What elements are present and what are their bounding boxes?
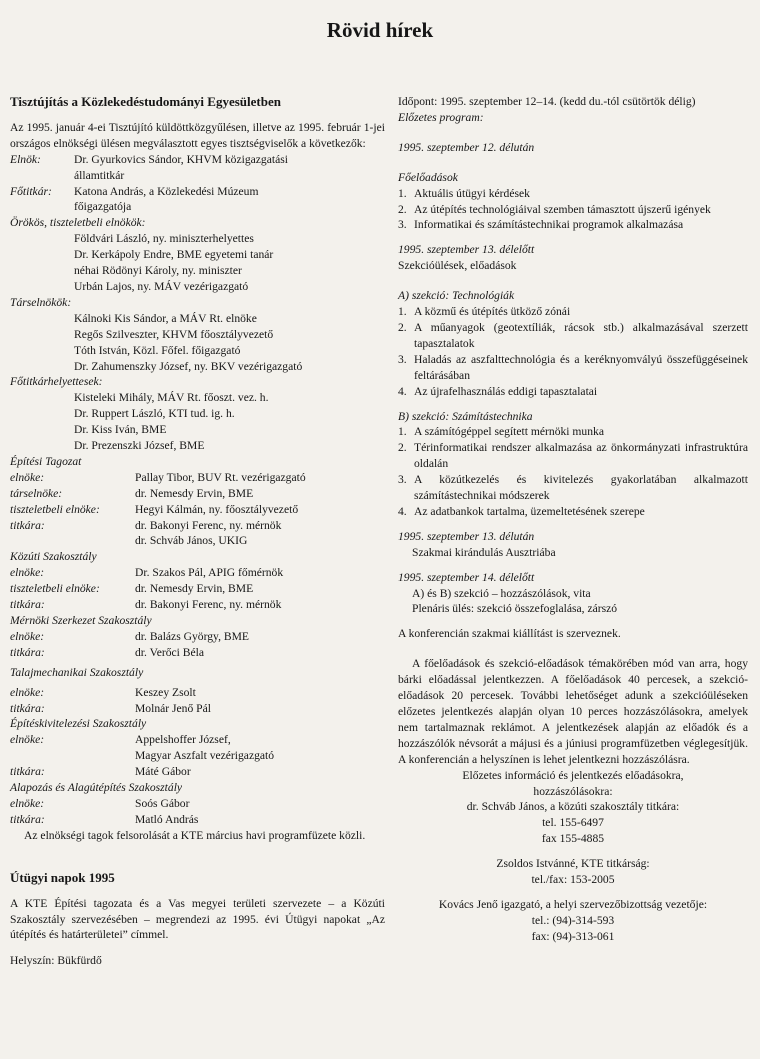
table-row: elnöke: Keszey Zsolt [10,685,196,699]
page-title: Rövid hírek [326,18,434,42]
road-days-paragraph: A KTE Építési tagozata és a Vas megyei területi szervezete – a Közúti Szakosztály szervezésében – megrendezi az 1995. évi Útügyi napokat „Az útépítés és határterületei” címmel. [10,896,385,942]
closing-paragraph: Az elnökségi tagok felsorolását a KTE március havi programfüzete közli. [24,828,366,842]
list-item: 1. A számítógéppel segített mérnöki munka [398,425,604,439]
list-item: 1. Aktuális útügyi kérdések [398,186,530,200]
table-row: titkára: dr. Verőci Béla [10,645,205,659]
honorary-presidents-list [10,231,385,295]
section-b-title: B) szekció: Számítástechnika [398,409,533,423]
list-item: Kálnoki Kis Sándor, a MÁV Rt. elnöke [74,311,257,325]
day-heading: 1995. szeptember 13. délután [398,529,535,543]
contact-phone: tel. 155-6497 [542,816,604,830]
contact-line: hozzászólásokra: [533,784,613,798]
contact-line: Előzetes információ és jelentkezés előadásokra, [462,768,684,782]
day-heading: 1995. szeptember 14. délelőtt [398,570,535,584]
execution-section-title: Építéskivitelezési Szakosztály [10,717,147,731]
general-secretary-value: Katona András, a Közlekedési Múzeum főigazgatója [74,184,259,214]
table-row: elnöke: Appelshoffer József, [10,733,231,747]
list-item: 3. A közútkezelés és kivitelezés gyakorlatában alkalmazott számítástechnikai módszerek [398,473,748,503]
foundation-section-title: Alapozás és Alagútépítés Szakosztály [10,781,183,795]
list-item: 1. A közmű és útépítés ütköző zónái [398,305,571,319]
discussion-text: A) és B) szekció – hozzászólások, vita [412,586,591,600]
honorary-presidents-label: Örökös, tiszteletbeli elnökök: [10,216,146,230]
excursion-text: Szakmai kirándulás Ausztriába [412,545,556,559]
venue-text: Helyszín: Bükfürdő [10,954,102,968]
contact-line: Zsoldos Istvánné, KTE titkárság: [496,857,650,871]
right-column [398,94,748,945]
table-row: elnöke: Pallay Tibor, BUV Rt. vezérigazgató [10,470,306,484]
contact-phone: tel./fax: 153-2005 [531,873,615,887]
list-item: 2. Térinformatikai rendszer alkalmazása az önkormányzati infrastruktúra oldalán [398,441,748,471]
section-heading-election: Tisztújítás a Közlekedéstudományi Egyesületben [10,94,281,109]
plenary-text: Plenáris ülés: szekció összefoglalása, zárszó [412,602,618,616]
co-presidents-label: Társelnökök: [10,295,72,309]
exhibition-text: A konferencián szakmai kiállítást is szerveznek. [398,627,621,641]
road-section-title: Közúti Szakosztály [10,550,97,564]
list-item: Kisteleki Mihály, MÁV Rt. főoszt. vez. h. [74,391,269,405]
list-item: 2. Az útépítés technológiáival szemben támasztott újszerű igények [398,202,711,216]
contact-fax: fax 155-4885 [541,832,605,846]
sessions-text: Szekcióülések, előadások [398,259,517,273]
table-row: Magyar Aszfalt vezérigazgató [135,749,275,763]
president-row [10,152,385,184]
list-item: Dr. Kerkápoly Endre, BME egyetemi tanár [74,248,274,262]
structures-section-title: Mérnöki Szerkezet Szakosztály [10,614,152,627]
table-row: dr. Schváb János, UKIG [135,534,248,548]
main-lectures-title: Főelőadások [398,170,458,184]
preliminary-program-label: Előzetes program: [398,110,484,124]
list-item: néhai Rödönyi Károly, ny. miniszter [74,264,242,278]
list-item: Dr. Ruppert László, KTI tud. ig. h. [74,407,235,421]
list-item: 4. Az újrafelhasználás eddigi tapasztalatai [398,384,598,398]
list-item: 3. Haladás az aszfalttechnológia és a keréknyomvályú összefüggéseinek feltárásában [398,352,748,382]
list-item: Dr. Prezenszki József, BME [74,439,205,453]
contact-phone: tel.: (94)-314-593 [531,913,615,927]
table-row: titkára: Máté Gábor [10,765,191,779]
contact-line: dr. Schváb János, a közúti szakosztály titkára: [466,800,680,814]
table-row: elnöke: Soós Gábor [10,796,190,810]
table-row: elnöke: dr. Balázs György, BME [10,629,249,643]
contact-line: Kovács Jenő igazgató, a helyi szervezőbizottság vezetője: [438,897,708,911]
list-item: Urbán Lajos, ny. MÁV vezérigazgató [74,279,249,293]
table-row: tiszteletbeli elnöke: Hegyi Kálmán, ny. főosztályvezető [10,502,299,516]
table-row: titkára: dr. Bakonyi Ferenc, ny. mérnök [10,598,282,612]
info-paragraph: A főelőadások és szekció-előadások témakörében mód van arra, hogy bárki előadással jelentkezzen. A főelőadások 40 percesek, a szekció-előadások 20 percesek. További lehetőséget adunk a szekcióüléseken előzetes jelentkezés alapján olyan 10 perces hozzászólásokra, amelyek nem tartalmaznak reklámot. A jelentkezések alapján az előadók és a hozzászólók névsorát a májusi és a júniusi programfüzetben véglegesítjük. A konferencián a helyszínen is lehet jelentkezni hozzászólásra. [398,657,748,766]
deputy-secretaries-list [10,390,385,454]
table-row: titkára: dr. Bakonyi Ferenc, ny. mérnök [10,518,282,532]
list-item: 3. Informatikai és számítástechnikai programok alkalmazása [398,218,684,232]
table-row: titkára: Matló András [10,812,199,826]
deputy-secretaries-label: Főtitkárhelyettesek: [10,375,103,389]
list-item: Dr. Zahumenszky József, ny. BKV vezérigazgató [74,359,303,373]
list-item: Földvári László, ny. miniszterhelyettes [74,232,254,246]
table-row: tiszteletbeli elnöke: dr. Nemesdy Ervin, BME [10,582,254,596]
day-heading: 1995. szeptember 12. délután [398,140,535,154]
left-column [10,94,385,969]
list-item: Dr. Kiss Iván, BME [74,423,167,437]
soil-section-title: Talajmechanikai Szakosztály [10,665,144,679]
list-item: Tóth István, Közl. Főfel. főigazgató [74,343,241,357]
construction-division-title: Építési Tagozat [10,454,82,468]
section-a-title: A) szekció: Technológiák [398,289,515,303]
section-heading-road-days: Útügyi napok 1995 [10,869,115,885]
table-row: elnöke: Dr. Szakos Pál, APIG főmérnök [10,566,284,580]
president-value: Dr. Gyurkovics Sándor, KHVM közigazgatási államtitkár [74,152,288,182]
list-item: 4. Az adatbankok tartalma, üzemeltetésének szerepe [398,504,645,518]
general-secretary-label: Főtitkár: [10,184,52,198]
date-line: Időpont: 1995. szeptember 12–14. (kedd du.-tól csütörtök délig) [398,95,696,108]
table-row: társelnöke: dr. Nemesdy Ervin, BME [10,486,254,500]
intro-paragraph: Az 1995. január 4-ei Tisztújító küldöttközgyűlésen, illetve az 1995. február 1-jei országos elnökségi ülésen megválasztott egyes tisztségviselők a következők: [10,120,385,150]
list-item: Regős Szilveszter, KHVM főosztályvezető [74,327,274,341]
contact-fax: fax: (94)-313-061 [531,929,615,943]
co-presidents-list [10,311,385,375]
day-heading: 1995. szeptember 13. délelőtt [398,243,535,257]
president-label: Elnök: [10,152,41,166]
table-row: titkára: Molnár Jenő Pál [10,701,211,715]
list-item: 2. A műanyagok (geotextíliák, rácsok stb.) alkalmazásával szerzett tapasztalatok [398,320,748,350]
general-secretary-row [10,184,385,216]
